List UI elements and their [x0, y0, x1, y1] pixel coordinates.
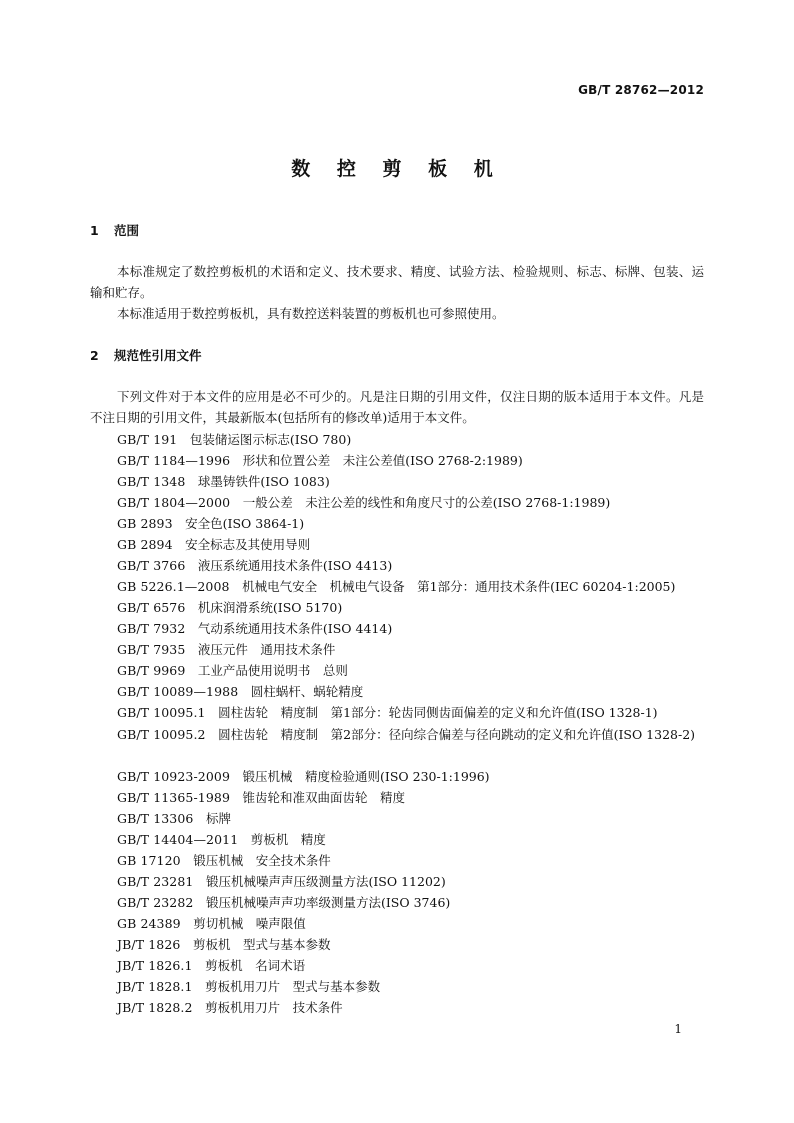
standard-code: GB/T 28762—2012: [578, 83, 704, 97]
reference-item: [117, 493, 717, 513]
reference-title: 工业产品使用说明书 总则: [197, 663, 348, 678]
reference-item: [117, 956, 717, 976]
reference-code: GB/T 6576: [117, 600, 186, 615]
reference-item: [117, 914, 717, 934]
reference-code: JB/T 1826.1: [117, 958, 193, 973]
section-number: 1: [90, 223, 99, 238]
reference-title: 气动系统通用技术条件(ISO 4414): [197, 621, 393, 636]
reference-title: 剪板机 型式与基本参数: [192, 937, 331, 952]
reference-item: [117, 767, 717, 787]
reference-code: GB/T 1804—2000: [117, 495, 231, 510]
reference-item: [117, 851, 717, 871]
reference-item: [117, 577, 717, 597]
section-title: 范围: [114, 223, 140, 238]
reference-code: GB 2893: [117, 516, 173, 531]
reference-item: [90, 724, 704, 745]
reference-code: GB/T 7932: [117, 621, 186, 636]
reference-item: [117, 809, 717, 829]
paragraph: 本标准规定了数控剪板机的术语和定义、技术要求、精度、试验方法、检验规则、标志、标牌、包装、运输和贮存。: [90, 264, 704, 300]
reference-code: GB/T 1348: [117, 474, 186, 489]
section-1-heading: [90, 221, 139, 239]
reference-code: JB/T 1828.2: [117, 1000, 193, 1015]
paragraph: 下列文件对于本文件的应用是必不可少的。凡是注日期的引用文件，仅注日期的版本适用于本文件。凡是不注日期的引用文件，其最新版本(包括所有的修改单)适用于本文件。: [90, 389, 704, 425]
reference-item: [117, 935, 717, 955]
reference-title: 液压元件 通用技术条件: [197, 642, 336, 657]
reference-code: GB/T 23281: [117, 874, 194, 889]
reference-title: 圆柱蜗杆、蜗轮精度: [250, 684, 364, 699]
reference-item: [117, 893, 717, 913]
reference-code: GB/T 7935: [117, 642, 186, 657]
reference-item: [117, 430, 717, 450]
reference-title: 安全色(ISO 3864-1): [185, 516, 305, 531]
reference-code: GB/T 10923-2009: [117, 769, 230, 784]
reference-code: GB/T 13306: [117, 811, 194, 826]
section-2-heading: [90, 346, 202, 364]
reference-item: [117, 682, 717, 702]
reference-title: 液压系统通用技术条件(ISO 4413): [197, 558, 393, 573]
reference-code: GB/T 11365-1989: [117, 790, 230, 805]
reference-title: 剪板机 精度: [250, 832, 326, 847]
reference-title: 包装储运图示标志(ISO 780): [189, 432, 352, 447]
reference-title: 锻压机械 精度检验通则(ISO 230-1:1996): [242, 769, 490, 784]
reference-title: 形状和位置公差 未注公差值(ISO 2768-2:1989): [242, 453, 523, 468]
reference-code: GB/T 23282: [117, 895, 194, 910]
reference-item: [117, 830, 717, 850]
reference-item: [117, 451, 717, 471]
reference-item: [117, 556, 717, 576]
reference-code: JB/T 1826: [117, 937, 181, 952]
reference-code: GB/T 10095.2: [117, 727, 206, 742]
reference-title: 一般公差 未注公差的线性和角度尺寸的公差(ISO 2768-1:1989): [242, 495, 611, 510]
reference-code: GB/T 10095.1: [117, 705, 206, 720]
reference-title: 剪板机用刀片 技术条件: [205, 1000, 343, 1015]
reference-item: [117, 598, 717, 618]
reference-code: GB/T 10089—1988: [117, 684, 239, 699]
reference-code: GB/T 3766: [117, 558, 186, 573]
reference-title: 剪板机用刀片 型式与基本参数: [205, 979, 381, 994]
reference-item: [117, 872, 717, 892]
section-title: 规范性引用文件: [114, 348, 202, 363]
reference-title: 剪板机 名词术语: [205, 958, 306, 973]
reference-code: JB/T 1828.1: [117, 979, 193, 994]
reference-item: [117, 472, 717, 492]
reference-item: [117, 977, 717, 997]
reference-title: 锻压机械 安全技术条件: [193, 853, 331, 868]
reference-item: [117, 998, 717, 1018]
reference-code: GB/T 1184—1996: [117, 453, 231, 468]
reference-title: 机械电气安全 机械电气设备 第1部分：通用技术条件(IEC 60204-1:2005): [242, 579, 676, 594]
reference-item: [117, 514, 717, 534]
reference-title: 圆柱齿轮 精度制 第1部分：轮齿同侧齿面偏差的定义和允许值(ISO 1328-1): [218, 705, 658, 720]
reference-item: [117, 619, 717, 639]
reference-title: 锻压机械噪声声压级测量方法(ISO 11202): [205, 874, 446, 889]
reference-code: GB/T 9969: [117, 663, 186, 678]
reference-title: 标牌: [205, 811, 231, 826]
reference-item: [117, 661, 717, 681]
reference-title: 球墨铸铁件(ISO 1083): [197, 474, 330, 489]
reference-code: GB 5226.1—2008: [117, 579, 230, 594]
document-title: 数 控 剪 板 机: [291, 158, 503, 180]
paragraph: 本标准适用于数控剪板机，具有数控送料装置的剪板机也可参照使用。: [117, 306, 505, 321]
reference-title: 剪切机械 噪声限值: [193, 916, 306, 931]
reference-item: [117, 640, 717, 660]
reference-code: GB 24389: [117, 916, 181, 931]
reference-item: [117, 535, 717, 555]
reference-item: [117, 703, 717, 723]
reference-code: GB/T 14404—2011: [117, 832, 239, 847]
reference-title: 机床润滑系统(ISO 5170): [197, 600, 343, 615]
page-number: 1: [674, 1022, 682, 1036]
reference-title: 安全标志及其使用导则: [185, 537, 311, 552]
reference-code: GB 17120: [117, 853, 181, 868]
reference-title: 圆柱齿轮 精度制 第2部分：径向综合偏差与径向跳动的定义和允许值(ISO 1328-2): [218, 727, 696, 742]
reference-title: 锥齿轮和准双曲面齿轮 精度: [242, 790, 406, 805]
reference-code: GB 2894: [117, 537, 173, 552]
reference-title: 锻压机械噪声声功率级测量方法(ISO 3746): [205, 895, 451, 910]
reference-item: [117, 788, 717, 808]
section-number: 2: [90, 348, 99, 363]
reference-code: GB/T 191: [117, 432, 178, 447]
